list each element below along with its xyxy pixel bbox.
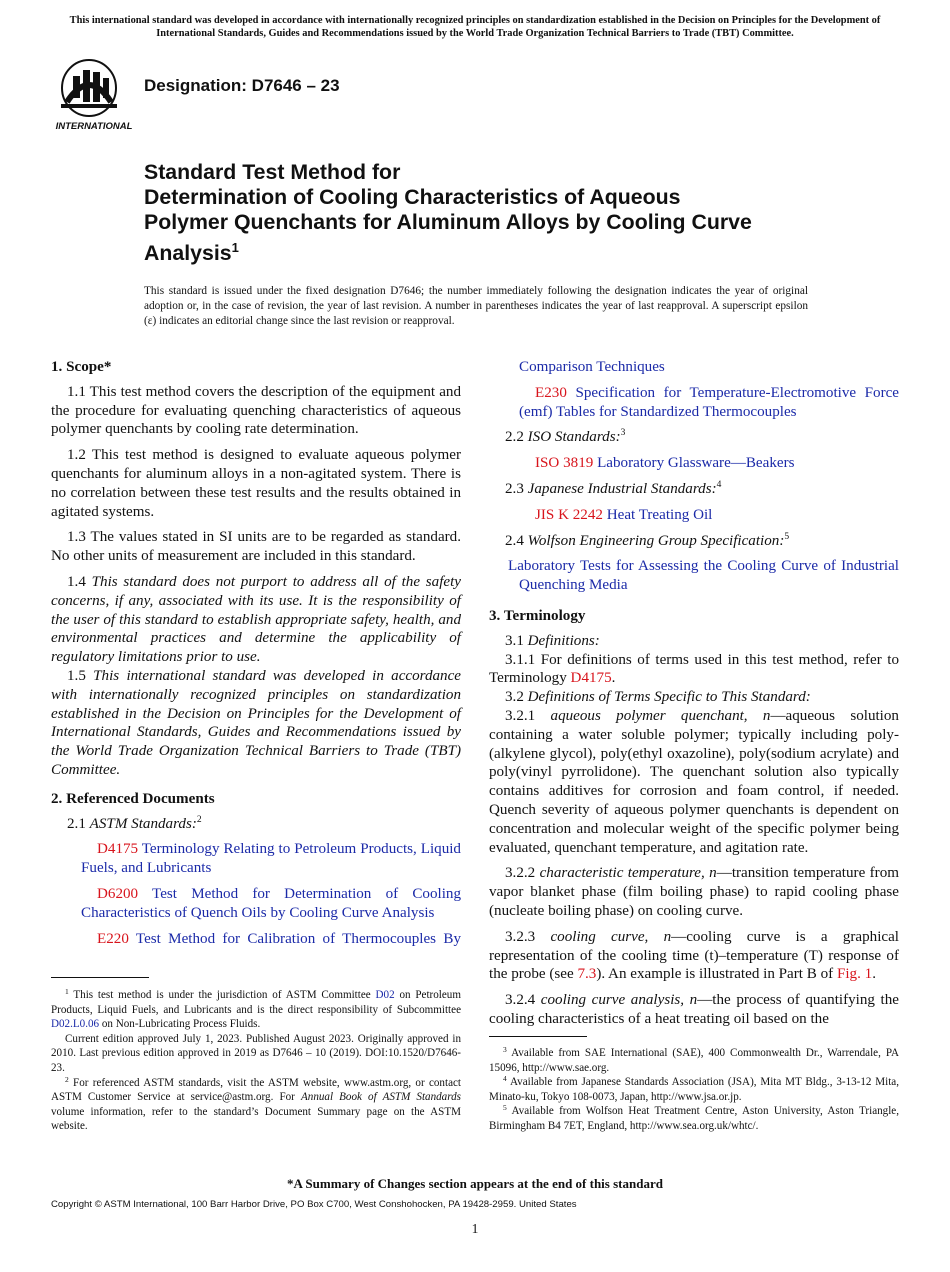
para-1-3: 1.3 The values stated in SI units are to be regarded as standard. No other units of measurement are included in this standard. xyxy=(51,529,461,565)
ref-title[interactable]: Heat Treating Oil xyxy=(606,506,713,523)
iso-standards-label xyxy=(489,428,899,447)
jis-footnote-marker[interactable]: 4 xyxy=(716,479,722,490)
para-3-2-title: Definitions of Terms Specific to This Standard: xyxy=(527,689,811,706)
iso-title: ISO Standards: xyxy=(527,429,621,446)
figure-1-link[interactable]: Fig. 1 xyxy=(836,966,873,983)
para-1-1: 1.1 This test method covers the description of the equipment and the procedure for evaluating quenching characteristics of aqueous polymer quenchants by cooling rate determination. xyxy=(51,383,461,438)
referenced-documents-heading: 2. Referenced Documents xyxy=(51,790,215,807)
document-title xyxy=(144,160,844,266)
ref-d6200[interactable] xyxy=(51,885,461,923)
para-1-2: 1.2 This test method is designed to evaluate aqueous polymer quenchants for aluminum alloys in a non-agitated system. There is no correlation between these test results and the results obtained in agitated systems. xyxy=(51,447,461,520)
para-1-4-number: 1.4 xyxy=(67,573,86,590)
footnote-1-marker: 1 xyxy=(65,987,69,996)
term-definition: —cooling curve is a graphical representation of the cooling time (t)–temperature (T) response of the probe (see xyxy=(489,928,899,983)
footnote-rule-right xyxy=(489,1036,587,1037)
para-3-1-number: 3.1 xyxy=(505,632,524,649)
wolfson-number: 2.4 xyxy=(505,532,524,549)
title-last-word: Analysis xyxy=(144,241,232,266)
footnote-4-marker: 4 xyxy=(503,1074,507,1084)
section-7-3-link[interactable]: 7.3 xyxy=(577,966,597,983)
para-1-4-text: This standard does not purport to address all of the safety concerns, if any, associated with its use. It is the responsibility of the user of this standard to establish appropriate safety, health, and environmental practices and determine the applicability of regulatory limitations prior to use. xyxy=(51,573,462,666)
ref-title[interactable]: Laboratory Glassware—Beakers xyxy=(597,455,795,472)
term-name: aqueous polymer quenchant, n xyxy=(550,707,771,724)
term-number: 3.2.4 xyxy=(505,992,536,1009)
footnote-3-marker: 3 xyxy=(503,1045,507,1054)
term-definition-end: . xyxy=(872,966,876,983)
astm-standards-title: ASTM Standards: xyxy=(89,815,197,832)
ref-jis-k-2242[interactable] xyxy=(489,506,899,525)
footnote-1-text-a: This test method is under the jurisdiction of ASTM Committee xyxy=(73,989,371,1001)
jis-title: Japanese Industrial Standards: xyxy=(527,480,717,497)
ref-code[interactable]: E230 xyxy=(535,384,567,401)
footnote-current-edition: Current edition approved July 1, 2023. Published August 2023. Originally approved in 2010. Last previous edition approved in 2019 as D7646 – 10 (2019). DOI:10.1520/D7646-23. xyxy=(51,1032,461,1074)
footnote-2-marker: 2 xyxy=(65,1074,69,1084)
ref-wolfson-tests[interactable] xyxy=(489,557,899,595)
footnote-3 xyxy=(489,1046,899,1075)
issued-note: This standard is issued under the fixed designation D7646; the number immediately following the designation indicates the year of original adoption or, in the case of revision, the year of last revision. A number in parentheses indicates the year of last reapproval. A superscript epsilon (ε) indicates an editorial change since the last revision or reapproval. xyxy=(144,285,808,327)
footnote-rule-left xyxy=(51,977,149,978)
footnote-2-text-a: For referenced ASTM standards, visit the ASTM website, www.astm.org, or contact ASTM Customer Service at service@astm.org. For xyxy=(51,1076,461,1104)
ref-code[interactable]: E220 xyxy=(97,930,129,947)
ref-e230[interactable] xyxy=(489,384,899,422)
para-1-5 xyxy=(51,667,461,780)
scope-heading: 1. Scope* xyxy=(51,359,112,375)
jis-number: 2.3 xyxy=(505,480,524,497)
term-name: cooling curve analysis, n xyxy=(540,992,698,1009)
ref-code[interactable]: ISO 3819 xyxy=(535,455,594,472)
ref-title[interactable]: Laboratory Tests for Assessing the Cooling Curve of Industrial Quenching Media xyxy=(508,558,899,594)
astm-footnote-marker[interactable]: 2 xyxy=(196,814,202,825)
term-name: cooling curve, n xyxy=(550,928,672,945)
footnote-1 xyxy=(51,988,461,1032)
ref-title[interactable]: Test Method for Determination of Cooling Characteristics of Quench Oils by Cooling Curve Analysis xyxy=(81,885,461,921)
footnote-4-text: Available from Japanese Standards Association (JSA), Mita MT Bldg., 3-13-12 Mita, Minato-ku, Tokyo 108-0073, Japan, http://www.jsa.or.jp. xyxy=(489,1076,899,1103)
wolfson-title: Wolfson Engineering Group Specification: xyxy=(527,532,785,549)
footnote-4 xyxy=(489,1075,899,1104)
page-number: 1 xyxy=(471,1221,479,1236)
left-column xyxy=(51,358,461,955)
footnote-3-text: Available from SAE International (SAE), 400 Commonwealth Dr., Warrendale, PA 15096, http://www.sae.org. xyxy=(489,1047,899,1074)
ref-title[interactable]: Test Method for Calibration of Thermocouples By xyxy=(135,930,461,947)
term-definition-cont: ). An example is illustrated in Part B of xyxy=(596,966,834,983)
jis-standards-label xyxy=(489,480,899,499)
term-cooling-curve xyxy=(489,928,899,984)
copyright-line: Copyright © ASTM International, 100 Barr Harbor Drive, PO Box C700, West Conshohocken, PA 19428-2959. United States xyxy=(51,1199,577,1210)
iso-footnote-marker[interactable]: 3 xyxy=(620,428,626,439)
ref-iso-3819[interactable] xyxy=(489,454,899,473)
para-1-5-text: This international standard was developed in accordance with internationally recognized principles on standardization established in the Decision on Principles for the Development of International Standards, Guides and Recommendations issued by the World Trade Organization Technical Barriers to Trade (TBT) Committee. xyxy=(51,667,461,778)
para-3-1-1 xyxy=(489,651,899,689)
footnotes-right xyxy=(489,1046,899,1134)
ref-code[interactable]: D4175 xyxy=(97,841,139,858)
summary-of-changes-note: *A Summary of Changes section appears at the end of this standard xyxy=(287,1176,663,1191)
title-line-1: Standard Test Method for xyxy=(144,160,401,184)
ref-e220-continued[interactable] xyxy=(489,358,899,377)
astm-standards-number: 2.1 xyxy=(67,815,86,832)
para-3-1-1-text: 3.1.1 For definitions of terms used in this test method, refer to Terminology xyxy=(489,651,899,687)
svg-text:INTERNATIONAL: INTERNATIONAL xyxy=(55,121,133,132)
footnote-2-text-b: volume information, refer to the standard’s Document Summary page on the ASTM website. xyxy=(51,1105,461,1133)
terminology-heading: 3. Terminology xyxy=(489,607,586,624)
para-3-1-1-end: . xyxy=(611,670,616,687)
term-definition: —transition temperature from vapor blanket phase (film boiling phase) to rapid cooling phase (nucleate boiling phase) on cooling curve. xyxy=(489,865,899,919)
committee-d02-link[interactable]: D02 xyxy=(375,989,395,1001)
para-1-5-number: 1.5 xyxy=(67,667,86,684)
term-aqueous-polymer-quenchant xyxy=(489,707,899,857)
ref-e220[interactable] xyxy=(51,930,461,949)
title-footnote-marker[interactable]: 1 xyxy=(231,240,239,255)
term-name: characteristic temperature, n xyxy=(539,865,717,882)
term-number: 3.2.1 xyxy=(505,707,536,724)
astm-logo-icon xyxy=(53,58,135,133)
para-3-2 xyxy=(489,688,899,707)
para-1-4 xyxy=(51,573,461,667)
footnote-5-text: Available from Wolfson Heat Treatment Centre, Aston University, Aston Triangle, Birmingham B4 7ET, England, http://www.sea.org.uk/whtc/. xyxy=(489,1105,899,1132)
title-line-3: Polymer Quenchants for Aluminum Alloys by Cooling Curve xyxy=(144,210,752,234)
footnote-2-italic: Annual Book of ASTM Standards xyxy=(301,1091,462,1104)
ref-code[interactable]: JIS K 2242 xyxy=(535,506,603,523)
ref-d4175[interactable] xyxy=(51,840,461,878)
term-definition: —the process of quantifying the cooling characteristics of a heat treating oil based on the xyxy=(489,992,899,1027)
ref-title[interactable]: Specification for Temperature-Electromotive Force (emf) Tables for Standardized Thermocouples xyxy=(519,384,899,420)
designation: Designation: D7646 – 23 xyxy=(144,76,340,95)
footnote-1-text-c: on Non-Lubricating Process Fluids. xyxy=(101,1018,261,1031)
term-number: 3.2.2 xyxy=(505,865,536,882)
title-line-2: Determination of Cooling Characteristics of Aqueous xyxy=(144,185,681,209)
term-characteristic-temperature xyxy=(489,864,899,920)
title-line-4 xyxy=(144,235,844,266)
wolfson-footnote-marker[interactable]: 5 xyxy=(784,531,790,542)
para-3-2-number: 3.2 xyxy=(505,689,524,706)
footnote-1-text-b: on Petroleum Products, Liquid Fuels, and Lubricants and is the direct responsibility of Subcommittee xyxy=(51,989,461,1016)
footnote-5-marker: 5 xyxy=(503,1103,507,1113)
subcommittee-link[interactable]: D02.L0.06 xyxy=(51,1018,100,1031)
ref-code[interactable]: D6200 xyxy=(97,885,139,902)
right-column xyxy=(489,358,899,1036)
development-notice: This international standard was developed in accordance with internationally recognized principles on standardization established in the Decision on Principles for the Development of International Standards, Guides and Recommendations issued by the World Trade Organization Technical Barriers to Trade (TBT) Committee. xyxy=(69,15,881,39)
ref-title[interactable]: Terminology Relating to Petroleum Products, Liquid Fuels, and Lubricants xyxy=(81,841,461,877)
term-number: 3.2.3 xyxy=(505,928,536,945)
wolfson-label xyxy=(489,532,899,551)
footnote-5 xyxy=(489,1104,899,1133)
term-cooling-curve-analysis xyxy=(489,991,899,1029)
para-3-1 xyxy=(489,632,899,651)
para-3-1-title: Definitions: xyxy=(527,632,600,649)
term-definition: —aqueous solution containing a water soluble polymer; typically including poly-(alkylene glycol), poly(ethyl oxazoline), poly(sodium acrylate) and poly(vinyl pyrrolidone). The quenchant solution also typically contains additives for corrosion and foam control, if needed. Quench severity of aqueous polymer quenchants is dependent on concentration and molecular weight of the specific polymer being evaluated, quenchant temperature, and agitation rate. xyxy=(489,707,899,856)
astm-standards-label xyxy=(51,815,461,834)
iso-number: 2.2 xyxy=(505,429,524,446)
d4175-link[interactable]: D4175 xyxy=(570,670,612,687)
ref-title-continued[interactable]: Comparison Techniques xyxy=(519,359,665,375)
footnotes-left xyxy=(51,988,461,1134)
footnote-2 xyxy=(51,1076,461,1134)
